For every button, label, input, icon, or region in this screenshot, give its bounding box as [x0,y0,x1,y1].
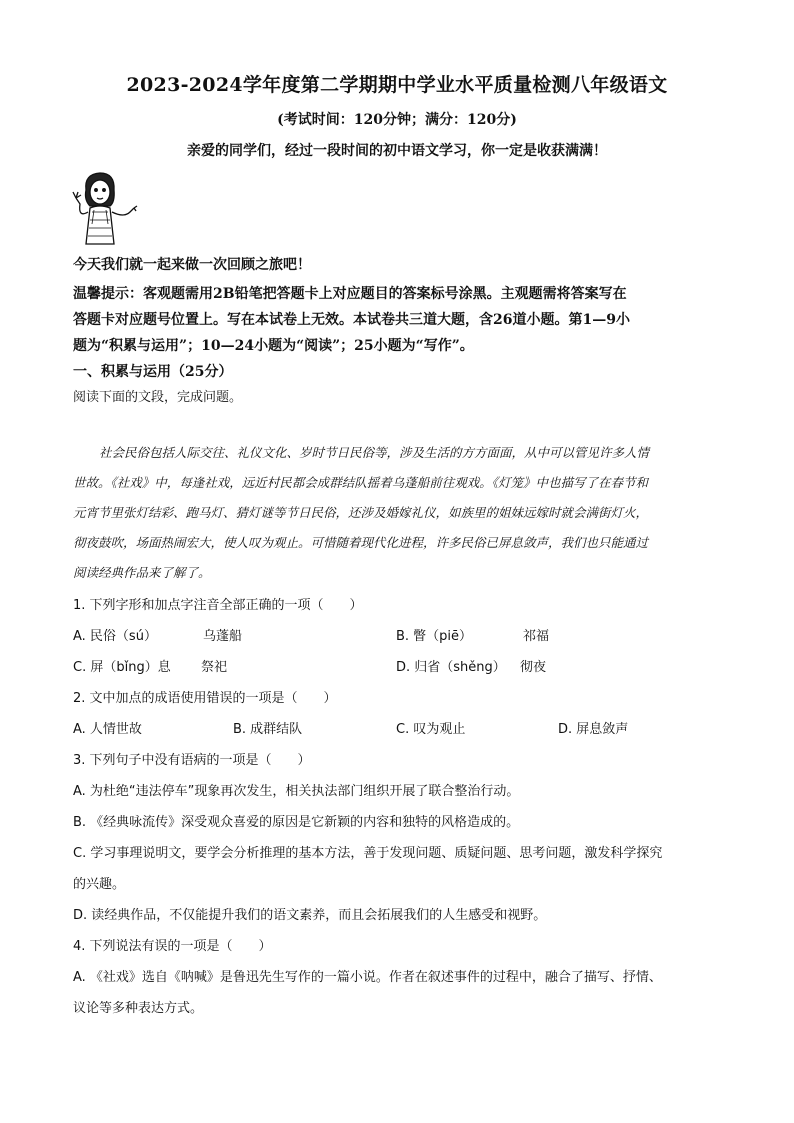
q1-option-c: C. 屏（bǐng）息 [73,660,171,675]
question-1-options-row [73,652,723,683]
q1-option-c-word: 祭祀 [201,660,228,675]
teacher-illustration-icon [68,168,138,248]
q3-option-b: B. 《经典咏流传》深受观众喜爱的原因是它新颖的内容和独特的风格造成的。 [73,815,520,830]
section-heading: 一、积累与运用（25分） [73,364,233,380]
question-1-stem: 1. 下列字形和加点字注音全部正确的一项（ ） [73,598,363,613]
q1-option-b-word: 祁福 [523,629,550,644]
question-2-options-row [73,714,723,745]
greeting-text: 亲爱的同学们，经过一段时间的初中语文学习，你一定是收获满满！ [187,143,607,159]
q4-option-a-continued: 议论等多种表达方式。 [73,1001,204,1016]
reading-passage [73,438,723,588]
q1-option-a: A. 民俗（sú） [73,629,157,644]
passage-line: 阅读经典作品来了解了。 [73,565,211,580]
tip-line: 温馨提示：客观题需用2B铅笔把答题卡上对应题目的答案标号涂黑。主观题需将答案写在 [73,286,627,302]
question-2-stem: 2. 文中加点的成语使用错误的一项是（ ） [73,691,337,706]
q1-option-a-word: 乌蓬船 [203,629,243,644]
exam-info: (考试时间：120分钟；满分：120分) [277,112,517,128]
q2-option-c: C. 叹为观止 [396,722,466,737]
passage-line: 社会民俗包括人际交往、礼仪文化、岁时节日民俗等，涉及生活的方方面面，从中可以管见许多人情 [99,445,650,460]
q2-option-a: A. 人情世故 [73,722,142,737]
q1-option-d-word: 彻夜 [520,660,547,675]
q1-option-d: D. 归省（shěng） [396,660,506,675]
tip-line: 题为“积累与运用”；10—24小题为“阅读”；25小题为“写作”。 [73,338,474,354]
intro-line: 今天我们就一起来做一次回顾之旅吧！ [73,257,311,273]
question-1-options-row [73,621,723,652]
intro-block [73,252,723,411]
questions [73,590,723,1024]
q3-option-a: A. 为杜绝“违法停车”现象再次发生，相关执法部门组织开展了联合整治行动。 [73,784,520,799]
passage-line: 彻夜鼓吹，场面热闹宏大，使人叹为观止。可惜随着现代化进程，许多民俗已屏息敛声，我们也只能通过 [73,535,649,550]
page-title: 2023-2024学年度第二学期期中学业水平质量检测八年级语文 [126,74,668,96]
q2-option-b: B. 成群结队 [233,722,303,737]
question-4-stem: 4. 下列说法有误的一项是（ ） [73,939,272,954]
q1-option-b: B. 瞥（piē） [396,629,473,644]
section-instruction: 阅读下面的文段，完成问题。 [73,390,243,405]
question-3-stem: 3. 下列句子中没有语病的一项是（ ） [73,753,311,768]
tip-line: 答题卡对应题号位置上。写在本试卷上无效。本试卷共三道大题，含26道小题。第1—9小 [73,312,630,328]
q3-option-c-continued: 的兴趣。 [73,877,126,892]
q3-option-d: D. 读经典作品，不仅能提升我们的语文素养，而且会拓展我们的人生感受和视野。 [73,908,547,923]
q4-option-a: A. 《社戏》选自《呐喊》是鲁迅先生写作的一篇小说。作者在叙述事件的过程中，融合了描写、抒情、 [73,970,662,985]
passage-line: 世故。《社戏》中，每逢社戏，远近村民都会成群结队摇着乌蓬船前往观戏。《灯笼》中也描写了在春节和 [73,475,649,490]
q2-option-d: D. 屏息敛声 [558,722,629,737]
passage-line: 元宵节里张灯结彩、跑马灯、猜灯谜等节日民俗，还涉及婚嫁礼仪，如族里的姐妹远嫁时就会满街灯火， [73,505,649,520]
q3-option-c: C. 学习事理说明文，要学会分析推理的基本方法，善于发现问题、质疑问题、思考问题，激发科学探究 [73,846,663,861]
